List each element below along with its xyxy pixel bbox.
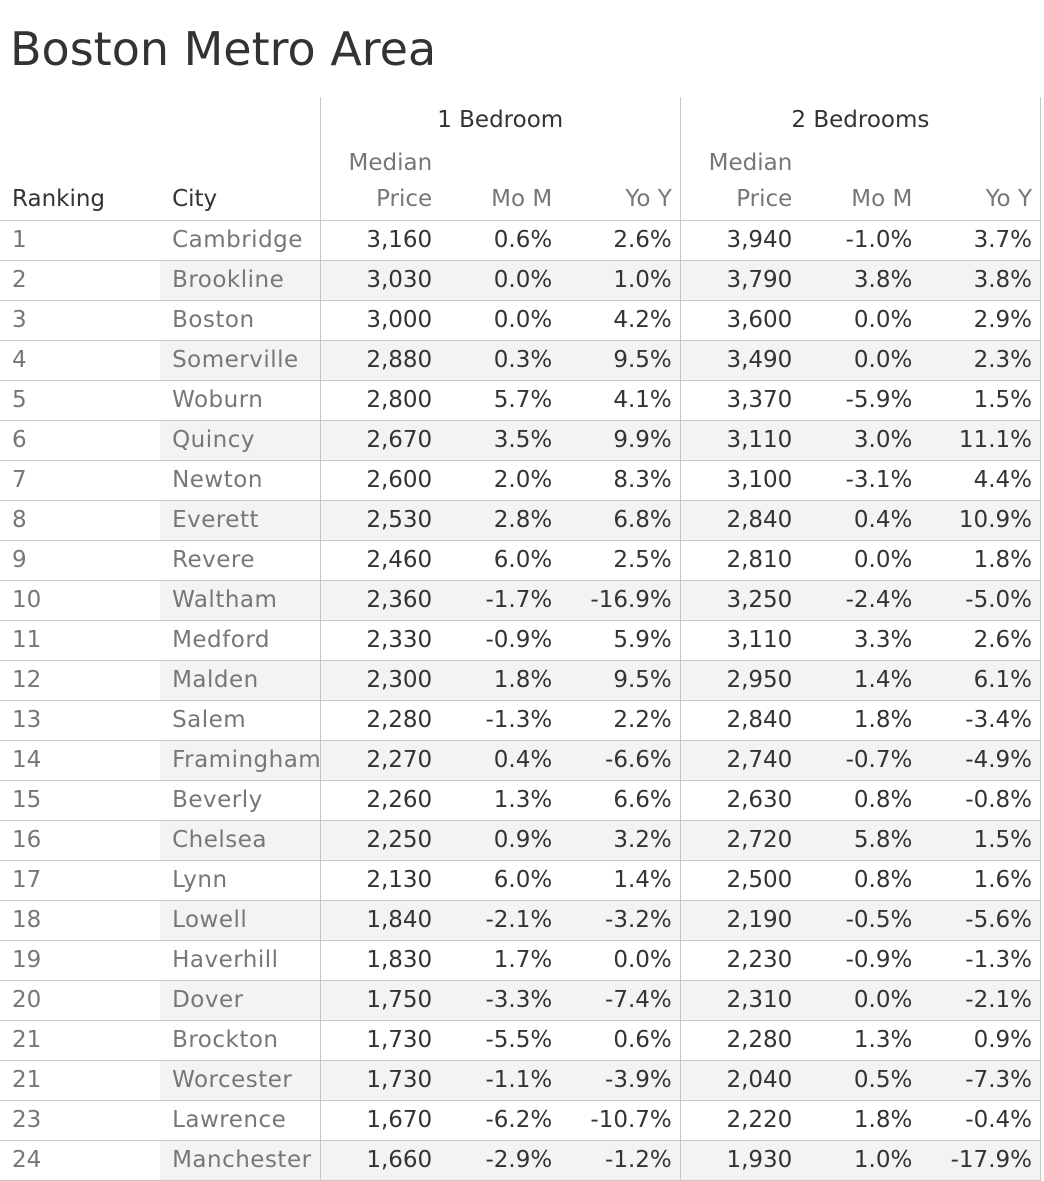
cell-city: Haverhill	[160, 941, 320, 981]
cell-city: Somerville	[160, 341, 320, 381]
cell-city: Cambridge	[160, 221, 320, 261]
price-label: Price	[376, 186, 433, 212]
cell-1br-mom: 0.3%	[440, 341, 560, 381]
cell-1br-yoy: 6.8%	[560, 501, 680, 541]
table-row[interactable]	[0, 341, 1041, 381]
cell-2br-yoy: 2.6%	[920, 621, 1040, 661]
table-row[interactable]	[0, 981, 1041, 1021]
cell-2br-mom: -0.5%	[800, 901, 920, 941]
table-row[interactable]	[0, 901, 1041, 941]
cell-2br-yoy: 1.5%	[920, 381, 1040, 421]
cell-2br-mom: 0.8%	[800, 861, 920, 901]
table-row[interactable]	[0, 1101, 1041, 1141]
table-row[interactable]	[0, 741, 1041, 781]
cell-2br-mom: -2.4%	[800, 581, 920, 621]
cell-2br-median-price: 2,500	[680, 861, 800, 901]
cell-1br-mom: 3.5%	[440, 421, 560, 461]
table-row[interactable]	[0, 861, 1041, 901]
rent-table	[0, 97, 1041, 1181]
cell-2br-mom: 1.0%	[800, 1141, 920, 1181]
cell-2br-mom: 1.4%	[800, 661, 920, 701]
column-header-city[interactable]: City	[172, 186, 218, 212]
group-header-2-bedrooms: 2 Bedrooms	[680, 97, 1040, 143]
cell-1br-mom: -5.5%	[440, 1021, 560, 1061]
column-header-2br-median-price[interactable]	[680, 143, 800, 221]
cell-1br-median-price: 2,270	[320, 741, 440, 781]
cell-2br-median-price: 2,220	[680, 1101, 800, 1141]
cell-rank: 4	[0, 341, 160, 381]
cell-2br-yoy: -0.8%	[920, 781, 1040, 821]
table-row[interactable]	[0, 1141, 1041, 1181]
cell-city: Dover	[160, 981, 320, 1021]
cell-1br-yoy: 6.6%	[560, 781, 680, 821]
cell-city: Framingham	[160, 741, 320, 781]
cell-city: Boston	[160, 301, 320, 341]
cell-city: Lawrence	[160, 1101, 320, 1141]
cell-2br-median-price: 2,720	[680, 821, 800, 861]
cell-1br-mom: 1.8%	[440, 661, 560, 701]
cell-1br-yoy: 9.5%	[560, 661, 680, 701]
cell-2br-mom: 5.8%	[800, 821, 920, 861]
cell-city: Quincy	[160, 421, 320, 461]
cell-1br-yoy: -16.9%	[560, 581, 680, 621]
table-row[interactable]	[0, 621, 1041, 661]
table-row[interactable]	[0, 1021, 1041, 1061]
cell-city: Chelsea	[160, 821, 320, 861]
cell-rank: 3	[0, 301, 160, 341]
cell-city: Manchester	[160, 1141, 320, 1181]
table-row[interactable]	[0, 381, 1041, 421]
cell-2br-yoy: 3.7%	[920, 221, 1040, 261]
cell-rank: 19	[0, 941, 160, 981]
cell-1br-median-price: 2,260	[320, 781, 440, 821]
cell-2br-median-price: 2,310	[680, 981, 800, 1021]
cell-rank: 14	[0, 741, 160, 781]
cell-2br-mom: -0.9%	[800, 941, 920, 981]
median-label: Median	[348, 150, 433, 176]
cell-1br-yoy: 3.2%	[560, 821, 680, 861]
cell-city: Lowell	[160, 901, 320, 941]
cell-2br-median-price: 3,370	[680, 381, 800, 421]
cell-2br-yoy: -0.4%	[920, 1101, 1040, 1141]
cell-rank: 13	[0, 701, 160, 741]
cell-rank: 21	[0, 1021, 160, 1061]
table-row[interactable]	[0, 461, 1041, 501]
cell-1br-mom: 5.7%	[440, 381, 560, 421]
cell-2br-yoy: -2.1%	[920, 981, 1040, 1021]
cell-1br-median-price: 1,730	[320, 1021, 440, 1061]
cell-rank: 21	[0, 1061, 160, 1101]
cell-2br-yoy: -5.6%	[920, 901, 1040, 941]
cell-2br-mom: 3.8%	[800, 261, 920, 301]
header-blank	[160, 97, 320, 143]
cell-1br-yoy: -1.2%	[560, 1141, 680, 1181]
cell-2br-median-price: 3,250	[680, 581, 800, 621]
cell-2br-yoy: -1.3%	[920, 941, 1040, 981]
cell-city: Brookline	[160, 261, 320, 301]
cell-city: Medford	[160, 621, 320, 661]
cell-rank: 1	[0, 221, 160, 261]
cell-rank: 24	[0, 1141, 160, 1181]
cell-1br-mom: -3.3%	[440, 981, 560, 1021]
cell-1br-yoy: 2.6%	[560, 221, 680, 261]
cell-city: Waltham	[160, 581, 320, 621]
cell-1br-yoy: 0.6%	[560, 1021, 680, 1061]
cell-1br-mom: 6.0%	[440, 541, 560, 581]
cell-rank: 11	[0, 621, 160, 661]
cell-1br-yoy: 4.2%	[560, 301, 680, 341]
cell-2br-mom: 0.0%	[800, 981, 920, 1021]
cell-1br-mom: -1.1%	[440, 1061, 560, 1101]
cell-rank: 23	[0, 1101, 160, 1141]
cell-1br-median-price: 2,800	[320, 381, 440, 421]
cell-rank: 5	[0, 381, 160, 421]
cell-2br-mom: 0.8%	[800, 781, 920, 821]
cell-2br-mom: -3.1%	[800, 461, 920, 501]
cell-1br-median-price: 1,840	[320, 901, 440, 941]
cell-2br-mom: -5.9%	[800, 381, 920, 421]
cell-2br-yoy: 3.8%	[920, 261, 1040, 301]
table-row[interactable]	[0, 701, 1041, 741]
cell-1br-median-price: 1,660	[320, 1141, 440, 1181]
table-row[interactable]	[0, 941, 1041, 981]
cell-1br-mom: -1.3%	[440, 701, 560, 741]
cell-1br-median-price: 2,250	[320, 821, 440, 861]
price-label: Price	[736, 186, 793, 212]
cell-rank: 15	[0, 781, 160, 821]
cell-1br-median-price: 3,030	[320, 261, 440, 301]
cell-1br-mom: -1.7%	[440, 581, 560, 621]
cell-2br-median-price: 3,940	[680, 221, 800, 261]
median-label: Median	[708, 150, 793, 176]
table-row[interactable]	[0, 821, 1041, 861]
cell-2br-mom: 0.0%	[800, 541, 920, 581]
cell-city: Salem	[160, 701, 320, 741]
cell-rank: 6	[0, 421, 160, 461]
cell-1br-yoy: 8.3%	[560, 461, 680, 501]
cell-2br-yoy: 6.1%	[920, 661, 1040, 701]
cell-2br-yoy: 2.3%	[920, 341, 1040, 381]
cell-2br-yoy: 11.1%	[920, 421, 1040, 461]
cell-1br-yoy: -3.9%	[560, 1061, 680, 1101]
column-header-2br-mom[interactable]: Mo M	[800, 143, 920, 221]
cell-rank: 10	[0, 581, 160, 621]
cell-city: Malden	[160, 661, 320, 701]
cell-1br-yoy: 1.4%	[560, 861, 680, 901]
cell-2br-yoy: 4.4%	[920, 461, 1040, 501]
cell-1br-median-price: 1,670	[320, 1101, 440, 1141]
cell-1br-median-price: 2,130	[320, 861, 440, 901]
cell-2br-yoy: -4.9%	[920, 741, 1040, 781]
column-header-ranking[interactable]: Ranking	[12, 186, 106, 212]
cell-2br-median-price: 3,100	[680, 461, 800, 501]
cell-1br-mom: -2.1%	[440, 901, 560, 941]
cell-1br-median-price: 2,530	[320, 501, 440, 541]
cell-1br-yoy: 9.5%	[560, 341, 680, 381]
cell-rank: 7	[0, 461, 160, 501]
rent-table-container	[0, 97, 1044, 1181]
cell-rank: 18	[0, 901, 160, 941]
cell-1br-yoy: -7.4%	[560, 981, 680, 1021]
cell-2br-yoy: -5.0%	[920, 581, 1040, 621]
cell-1br-median-price: 1,730	[320, 1061, 440, 1101]
cell-1br-yoy: 5.9%	[560, 621, 680, 661]
column-header-2br-yoy[interactable]: Yo Y	[920, 143, 1040, 221]
cell-2br-median-price: 2,230	[680, 941, 800, 981]
cell-1br-median-price: 2,300	[320, 661, 440, 701]
cell-1br-median-price: 2,460	[320, 541, 440, 581]
cell-2br-median-price: 3,110	[680, 421, 800, 461]
cell-1br-mom: 0.9%	[440, 821, 560, 861]
cell-2br-mom: 3.0%	[800, 421, 920, 461]
cell-2br-mom: 0.4%	[800, 501, 920, 541]
cell-1br-mom: 0.0%	[440, 261, 560, 301]
cell-1br-mom: 2.0%	[440, 461, 560, 501]
cell-1br-mom: 0.6%	[440, 221, 560, 261]
cell-2br-yoy: -17.9%	[920, 1141, 1040, 1181]
header-blank	[0, 97, 160, 143]
cell-1br-mom: -0.9%	[440, 621, 560, 661]
cell-2br-yoy: 1.6%	[920, 861, 1040, 901]
cell-1br-mom: 0.0%	[440, 301, 560, 341]
table-row[interactable]	[0, 781, 1041, 821]
table-row[interactable]	[0, 421, 1041, 461]
cell-city: Beverly	[160, 781, 320, 821]
cell-2br-mom: 1.3%	[800, 1021, 920, 1061]
cell-2br-mom: 1.8%	[800, 701, 920, 741]
cell-2br-mom: 3.3%	[800, 621, 920, 661]
cell-1br-median-price: 2,670	[320, 421, 440, 461]
cell-2br-median-price: 3,600	[680, 301, 800, 341]
cell-2br-median-price: 2,950	[680, 661, 800, 701]
cell-rank: 8	[0, 501, 160, 541]
cell-2br-median-price: 2,630	[680, 781, 800, 821]
column-header-1br-mom[interactable]: Mo M	[440, 143, 560, 221]
table-row[interactable]	[0, 541, 1041, 581]
cell-rank: 2	[0, 261, 160, 301]
cell-rank: 12	[0, 661, 160, 701]
column-header-1br-yoy[interactable]: Yo Y	[560, 143, 680, 221]
cell-2br-median-price: 3,490	[680, 341, 800, 381]
cell-2br-mom: 0.5%	[800, 1061, 920, 1101]
cell-1br-median-price: 2,360	[320, 581, 440, 621]
cell-1br-yoy: -3.2%	[560, 901, 680, 941]
table-row[interactable]	[0, 301, 1041, 341]
cell-1br-mom: -6.2%	[440, 1101, 560, 1141]
cell-2br-median-price: 2,840	[680, 701, 800, 741]
cell-1br-yoy: 1.0%	[560, 261, 680, 301]
cell-2br-median-price: 2,740	[680, 741, 800, 781]
cell-1br-yoy: 2.5%	[560, 541, 680, 581]
cell-2br-mom: 0.0%	[800, 301, 920, 341]
cell-2br-yoy: -3.4%	[920, 701, 1040, 741]
cell-2br-median-price: 2,840	[680, 501, 800, 541]
cell-2br-yoy: 1.8%	[920, 541, 1040, 581]
table-row[interactable]	[0, 661, 1041, 701]
cell-1br-mom: 1.7%	[440, 941, 560, 981]
cell-2br-yoy: 1.5%	[920, 821, 1040, 861]
cell-rank: 16	[0, 821, 160, 861]
cell-1br-yoy: -10.7%	[560, 1101, 680, 1141]
cell-1br-yoy: 0.0%	[560, 941, 680, 981]
cell-2br-yoy: 10.9%	[920, 501, 1040, 541]
cell-1br-median-price: 2,330	[320, 621, 440, 661]
cell-1br-median-price: 3,160	[320, 221, 440, 261]
cell-1br-mom: 6.0%	[440, 861, 560, 901]
cell-1br-median-price: 1,830	[320, 941, 440, 981]
cell-1br-median-price: 2,600	[320, 461, 440, 501]
cell-city: Newton	[160, 461, 320, 501]
cell-1br-yoy: 2.2%	[560, 701, 680, 741]
cell-2br-median-price: 2,040	[680, 1061, 800, 1101]
cell-2br-yoy: 0.9%	[920, 1021, 1040, 1061]
table-row[interactable]	[0, 581, 1041, 621]
cell-city: Worcester	[160, 1061, 320, 1101]
cell-2br-mom: 0.0%	[800, 341, 920, 381]
cell-2br-median-price: 3,790	[680, 261, 800, 301]
cell-1br-median-price: 2,880	[320, 341, 440, 381]
cell-1br-median-price: 2,280	[320, 701, 440, 741]
cell-2br-mom: 1.8%	[800, 1101, 920, 1141]
column-header-1br-median-price[interactable]	[320, 143, 440, 221]
cell-rank: 9	[0, 541, 160, 581]
cell-1br-mom: 0.4%	[440, 741, 560, 781]
cell-2br-median-price: 1,930	[680, 1141, 800, 1181]
cell-2br-mom: -0.7%	[800, 741, 920, 781]
table-row[interactable]	[0, 221, 1041, 261]
cell-2br-yoy: -7.3%	[920, 1061, 1040, 1101]
cell-2br-median-price: 2,280	[680, 1021, 800, 1061]
cell-1br-mom: 2.8%	[440, 501, 560, 541]
cell-1br-median-price: 3,000	[320, 301, 440, 341]
cell-rank: 20	[0, 981, 160, 1021]
cell-2br-median-price: 3,110	[680, 621, 800, 661]
page-title: Boston Metro Area	[10, 22, 437, 76]
cell-city: Lynn	[160, 861, 320, 901]
cell-2br-median-price: 2,810	[680, 541, 800, 581]
cell-city: Everett	[160, 501, 320, 541]
table-body	[0, 221, 1041, 1181]
table-row[interactable]	[0, 1061, 1041, 1101]
cell-1br-yoy: 4.1%	[560, 381, 680, 421]
cell-city: Woburn	[160, 381, 320, 421]
cell-2br-median-price: 2,190	[680, 901, 800, 941]
cell-1br-mom: 1.3%	[440, 781, 560, 821]
cell-1br-mom: -2.9%	[440, 1141, 560, 1181]
cell-rank: 17	[0, 861, 160, 901]
cell-1br-yoy: 9.9%	[560, 421, 680, 461]
cell-city: Brockton	[160, 1021, 320, 1061]
group-header-1-bedroom: 1 Bedroom	[320, 97, 680, 143]
table-row[interactable]	[0, 501, 1041, 541]
cell-2br-mom: -1.0%	[800, 221, 920, 261]
table-row[interactable]	[0, 261, 1041, 301]
cell-1br-yoy: -6.6%	[560, 741, 680, 781]
cell-1br-median-price: 1,750	[320, 981, 440, 1021]
cell-city: Revere	[160, 541, 320, 581]
cell-2br-yoy: 2.9%	[920, 301, 1040, 341]
